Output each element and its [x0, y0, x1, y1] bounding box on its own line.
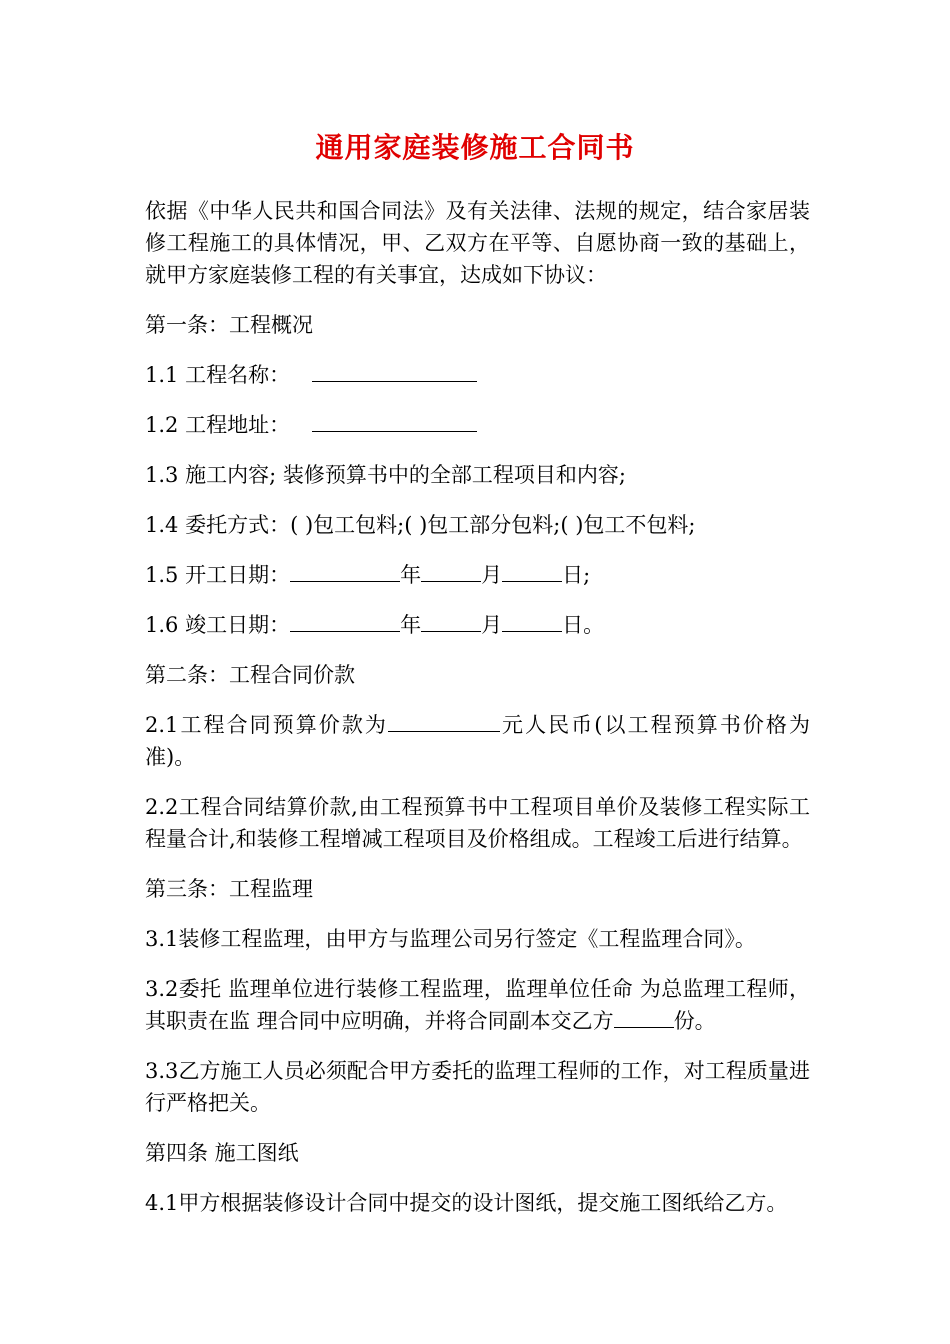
document-body [145, 195, 810, 1237]
end-day-blank [502, 609, 562, 632]
clause-2-1 [145, 709, 810, 773]
start-year-blank [290, 559, 400, 582]
start-month-blank [421, 559, 481, 582]
clause-1-1 [145, 359, 810, 391]
end-date-label: 1.6 竣工日期： [145, 613, 291, 637]
start-date-label: 1.5 开工日期： [145, 563, 291, 587]
clause-1-6 [145, 609, 810, 641]
clause-3-3: 3.3乙方施工人员必须配合甲方委托的监理工程师的工作，对工程质量进行严格把关。 [145, 1059, 810, 1115]
article-4-heading: 第四条 施工图纸 [145, 1141, 299, 1165]
clause-1-2 [145, 409, 810, 441]
year-label: 年 [400, 563, 422, 587]
copies-blank [614, 1005, 674, 1028]
clause-2-1-text-a: 2.1工程合同预算价款为 [145, 713, 388, 737]
day-label: 日。 [562, 613, 605, 637]
clause-1-3: 1.3 施工内容; 装修预算书中的全部工程项目和内容; [145, 463, 626, 487]
clause-3-2-text-a: 3.2委托 监理单位进行装修工程监理，监理单位任命 为总监理工程师，其职责在监 理合同中应明确，并将合同副本交乙方 [145, 977, 810, 1033]
intro-paragraph: 依据《中华人民共和国合同法》及有关法律、法规的规定，结合家居装修工程施工的具体情况，甲、乙双方在平等、自愿协商一致的基础上，就甲方家庭装修工程的有关事宜，达成如下协议： [145, 199, 810, 287]
end-month-blank [421, 609, 481, 632]
clause-1-4: 1.4 委托方式：( )包工包料;( )包工部分包料;( )包工不包料; [145, 513, 696, 537]
clause-1-2-label: 1.2 工程地址： [145, 413, 291, 437]
clause-4-1: 4.1甲方根据装修设计合同中提交的设计图纸，提交施工图纸给乙方。 [145, 1191, 788, 1215]
clause-1-1-label: 1.1 工程名称： [145, 363, 291, 387]
contract-price-blank [388, 709, 500, 732]
year-label: 年 [400, 613, 422, 637]
clause-3-2 [145, 973, 810, 1037]
start-day-blank [502, 559, 562, 582]
clause-2-2: 2.2工程合同结算价款,由工程预算书中工程项目单价及装修工程实际工程量合计,和装修工程增减工程项目及价格组成。工程竣工后进行结算。 [145, 795, 810, 851]
clause-2-1-text-b: 元人民币(以工程预算书价格为准)。 [145, 713, 810, 769]
clause-1-5 [145, 559, 810, 591]
project-address-blank [312, 409, 477, 432]
article-1-heading: 第一条：工程概况 [145, 313, 313, 337]
article-3-heading: 第三条：工程监理 [145, 877, 313, 901]
article-2-heading: 第二条：工程合同价款 [145, 663, 355, 687]
month-label: 月 [481, 613, 503, 637]
month-label: 月 [481, 563, 503, 587]
clause-3-1: 3.1装修工程监理，由甲方与监理公司另行签定《工程监理合同》。 [145, 927, 756, 951]
day-label: 日; [562, 563, 591, 587]
end-year-blank [290, 609, 400, 632]
document-title: 通用家庭装修施工合同书 [315, 131, 635, 164]
project-name-blank [312, 359, 477, 382]
clause-3-2-text-b: 份。 [673, 1009, 716, 1033]
